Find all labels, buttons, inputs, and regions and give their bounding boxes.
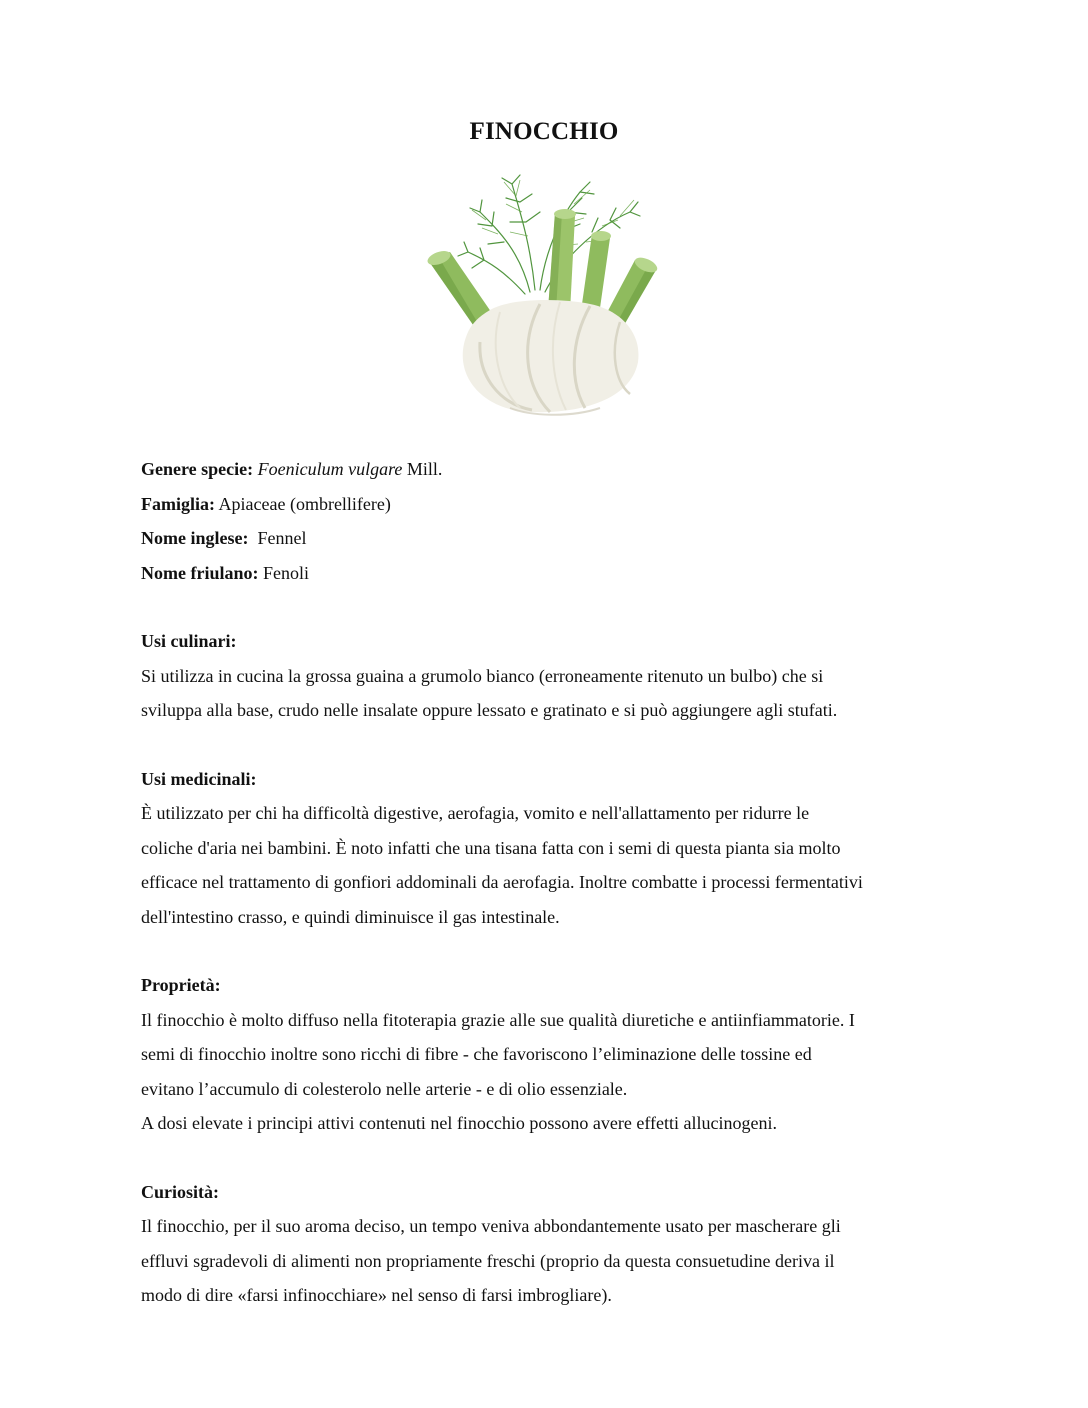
section-usi-medicinali — [141, 762, 961, 935]
genere-label: Genere specie: — [141, 459, 254, 479]
nome-inglese-label: Nome inglese: — [141, 528, 249, 548]
famiglia-label: Famiglia: — [141, 493, 215, 514]
document-body — [141, 452, 961, 1313]
text-line: efficace nel trattamento di gonfiori addominali da aerofagia. Inoltre combatte i processi fermentativi — [141, 872, 863, 892]
text-line: sviluppa alla base, crudo nelle insalate oppure lessato e gratinato e si può aggiungere agli stufati. — [141, 700, 838, 720]
info-genere — [141, 452, 961, 487]
fennel-bulb-illustration — [420, 172, 670, 430]
section-curiosita — [141, 1175, 961, 1313]
usi-culinari-heading: Usi culinari: — [141, 631, 237, 651]
nome-friulano-label: Nome friulano: — [141, 562, 259, 583]
section-proprieta — [141, 968, 961, 1141]
section-usi-culinari — [141, 624, 961, 728]
info-famiglia — [141, 487, 961, 522]
text-line: Si utilizza in cucina la grossa guaina a grumolo bianco (erroneamente ritenuto un bulbo) che si — [141, 665, 824, 686]
text-line: Il finocchio è molto diffuso nella fitoterapia grazie alle sue qualità diuretiche e antiinfiammatorie. I — [141, 1009, 855, 1030]
text-line: coliche d'aria nei bambini. È noto infatti che una tisana fatta con i semi di questa pianta sia molto — [141, 837, 841, 858]
usi-medicinali-heading: Usi medicinali: — [141, 768, 257, 789]
text-line: effluvi sgradevoli di alimenti non propriamente freschi (proprio da questa consuetudine deriva il — [141, 1250, 835, 1271]
page-title: FINOCCHIO — [469, 118, 619, 145]
text-line: modo di dire «farsi infinocchiare» nel senso di farsi imbrogliare). — [141, 1285, 612, 1305]
text-line: A dosi elevate i principi attivi contenuti nel finocchio possono avere effetti allucinogeni. — [141, 1113, 777, 1133]
proprieta-heading: Proprietà: — [141, 975, 221, 995]
info-nome-friulano — [141, 556, 961, 591]
text-line: semi di finocchio inoltre sono ricchi di fibre - che favoriscono l’eliminazione delle tossine ed — [141, 1044, 812, 1064]
nome-friulano-value: Fenoli — [258, 562, 309, 583]
genere-author: Mill. — [402, 459, 443, 479]
genere-species-name: Foeniculum vulgare — [257, 459, 403, 479]
text-line: dell'intestino crasso, e quindi diminuisce il gas intestinale. — [141, 906, 560, 927]
text-line: evitano l’accumulo di colesterolo nelle arterie - e di olio essenziale. — [141, 1078, 628, 1099]
info-nome-inglese — [141, 521, 961, 556]
famiglia-value: Apiaceae (ombrellifere) — [215, 493, 391, 514]
text-line: Il finocchio, per il suo aroma deciso, un tempo veniva abbondantemente usato per mascherare gli — [141, 1216, 841, 1236]
text-line: È utilizzato per chi ha difficoltà digestive, aerofagia, vomito e nell'allattamento per ridurre le — [141, 803, 810, 823]
nome-inglese-value: Fennel — [248, 528, 307, 548]
curiosita-heading: Curiosità: — [141, 1181, 219, 1202]
